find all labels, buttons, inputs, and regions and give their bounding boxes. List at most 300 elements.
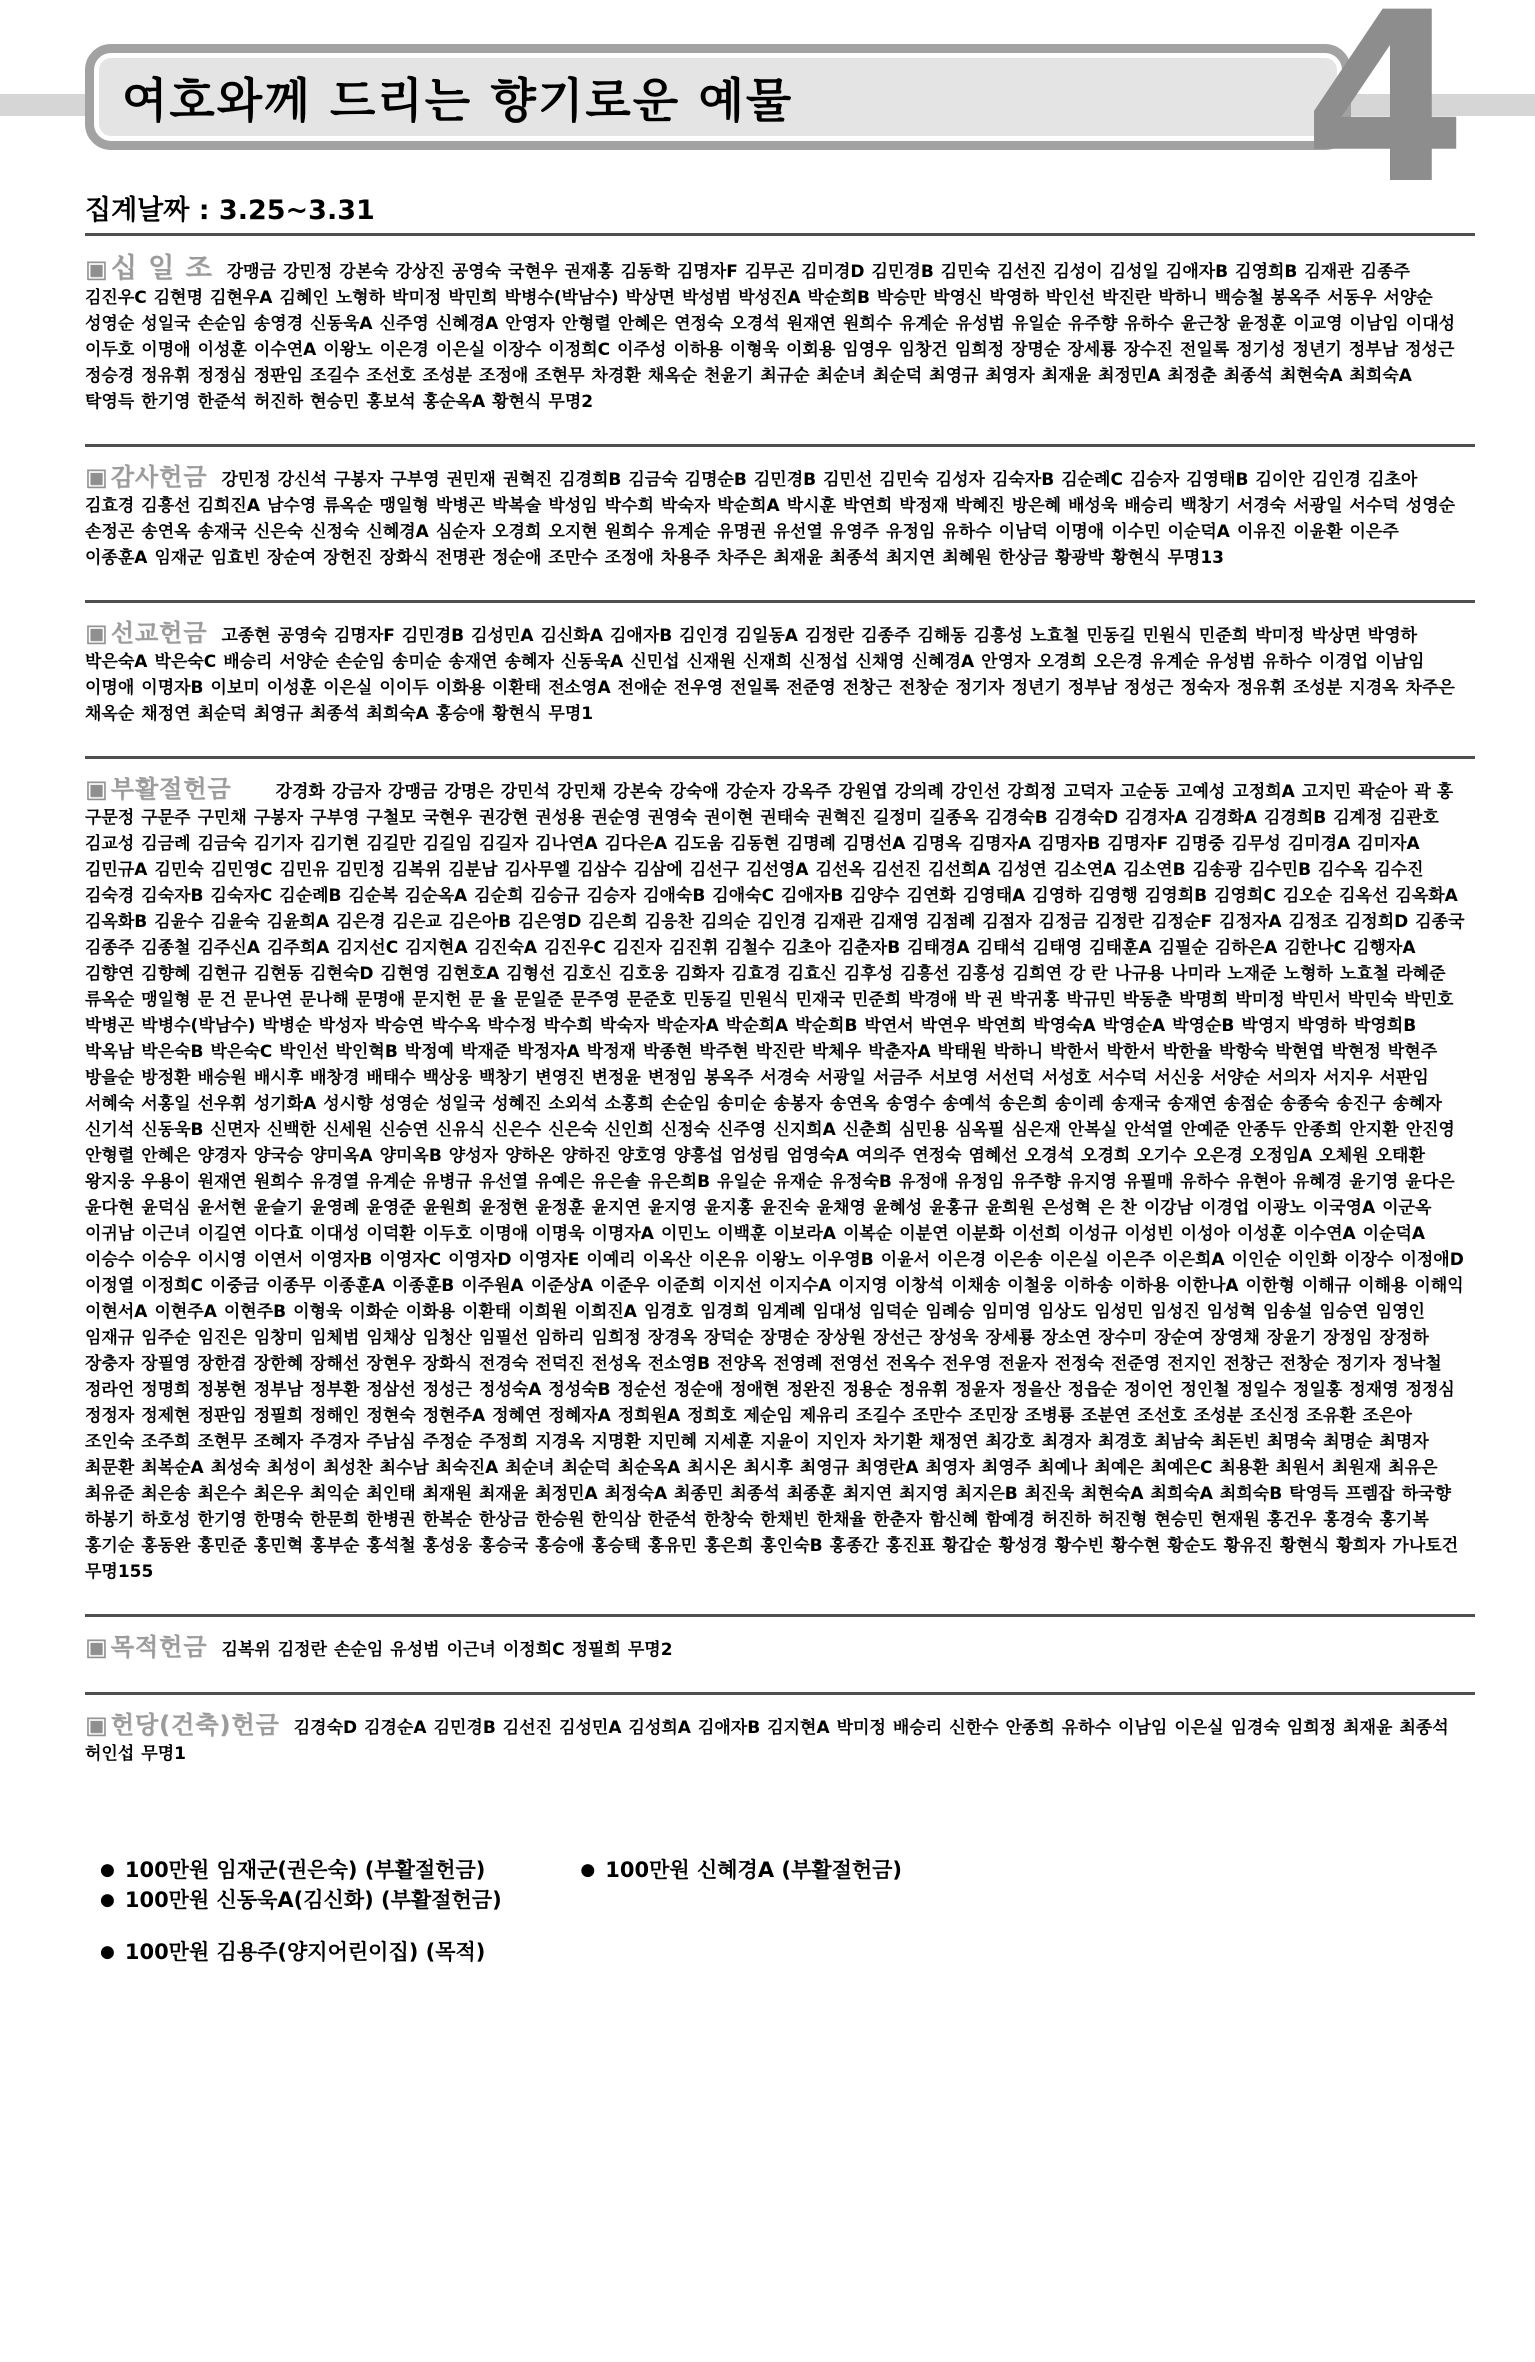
donor-name: 유경열	[310, 1172, 360, 1192]
donor-name: 박정예	[404, 1042, 455, 1062]
donor-name: 윤정현	[478, 1198, 529, 1218]
donor-name: 이광노	[1256, 1198, 1306, 1218]
section-marker-icon: ▣	[85, 255, 109, 283]
donor-name: 정읍순	[1067, 1380, 1118, 1400]
section-mission	[85, 600, 1475, 728]
donor-name: 손순임	[334, 1640, 384, 1660]
donor-name: 김지현A	[767, 1718, 830, 1738]
donor-name: 임덕순	[869, 1302, 919, 1322]
donor-name: 임경희	[700, 1302, 750, 1322]
donor-name: 서금주	[872, 1068, 923, 1088]
donor-name: 김선진	[502, 1718, 553, 1738]
donor-name: 이명자B	[141, 678, 204, 698]
donor-name: 김소연B	[1123, 860, 1186, 880]
donor-name: 임창건	[898, 340, 948, 360]
donor-name: 김경숙D	[1054, 808, 1119, 828]
donor-name: 박순희A	[717, 496, 780, 516]
donor-name: 유계순	[660, 522, 711, 542]
donor-name: 이은주	[1105, 1250, 1156, 1270]
donor-name: 송미순	[392, 652, 442, 672]
donor-name: 허진하	[253, 392, 304, 412]
donor-name: 김명중	[1175, 834, 1225, 854]
donor-name: 서경숙	[760, 1068, 810, 1088]
section-tithe	[85, 233, 1475, 416]
donor-name: 김태경A	[907, 938, 970, 958]
donor-name: 서혜숙	[85, 1094, 135, 1114]
donor-name: 엄성림	[730, 1146, 780, 1166]
donor-name: 이군옥	[1382, 1198, 1432, 1218]
donor-name: 강원엽	[838, 782, 888, 802]
donor-name: 문나해	[299, 990, 349, 1010]
donor-name: 이대성	[310, 1224, 360, 1244]
donor-name: 이명욱	[535, 1224, 585, 1244]
donor-name: 장세룡	[985, 1328, 1035, 1348]
section-names-mission	[85, 626, 1462, 724]
donor-name: 권이현	[704, 808, 754, 828]
donor-name: 장필영	[141, 1354, 191, 1374]
donor-name: 정년기	[1292, 340, 1342, 360]
donor-name: 나미라	[1171, 964, 1221, 984]
donor-name: 신은수	[491, 1120, 542, 1140]
donor-name: 조민장	[968, 1406, 1018, 1426]
donor-name: 이온유	[698, 1250, 749, 1270]
donor-name: 김은영D	[518, 912, 582, 932]
donor-name: 노형하	[1283, 964, 1333, 984]
donor-name: 김흥성	[956, 964, 1006, 984]
donor-name: 김성연	[997, 860, 1047, 880]
section-names-thanksgiving	[85, 470, 1462, 568]
donor-name: 이보라A	[773, 1224, 836, 1244]
donor-name: 정유휘	[141, 366, 191, 386]
donor-name: 임대성	[812, 1302, 863, 1322]
donor-name: 강금자	[331, 782, 382, 802]
donor-name: 박경애	[908, 990, 958, 1010]
donor-name: 정정심	[1405, 1380, 1455, 1400]
footnote-row-2	[100, 1936, 1475, 1966]
donor-name: 전일록	[1179, 340, 1230, 360]
donor-name: 김진우C	[85, 288, 147, 308]
donor-name: 한채빈	[760, 1510, 810, 1530]
donor-name: 차용주	[660, 548, 711, 568]
donor-name: 김태영	[1032, 938, 1083, 958]
donor-name: 홍승애	[435, 704, 486, 724]
donor-name: 유병규	[422, 1172, 472, 1192]
donor-name: 홍성웅	[422, 1536, 472, 1556]
donor-name: 박영하	[1297, 1016, 1347, 1036]
donor-name: 송봉자	[773, 1094, 823, 1114]
donor-name: 임례승	[925, 1302, 975, 1322]
donor-name: 조병룡	[1024, 1406, 1075, 1426]
donor-name: 조만수	[912, 1406, 962, 1426]
donor-name: 유지영	[1067, 1172, 1117, 1192]
donor-name: 장정하	[1379, 1328, 1429, 1348]
donor-name: 김금숙	[628, 470, 678, 490]
donor-name: 윤희원	[985, 1198, 1035, 1218]
donor-name: 홍기복	[1379, 1510, 1429, 1530]
donor-name: 강순자	[725, 782, 776, 802]
donor-name: 김길임	[422, 834, 472, 854]
donor-name: 김승규	[530, 886, 580, 906]
donor-name: 김성민A	[471, 626, 534, 646]
donor-name: 박정재	[586, 1042, 637, 1062]
donor-name: 김현호A	[436, 964, 500, 984]
donor-name: 지민혜	[647, 1432, 698, 1452]
donor-name: 이시영	[197, 1250, 247, 1270]
donor-name: 장세룡	[1067, 340, 1117, 360]
donor-name: 최영규	[929, 366, 979, 386]
donor-name: 안영자	[505, 314, 555, 334]
donor-name: 김주신A	[197, 938, 260, 958]
donor-name: 차기환	[872, 1432, 923, 1452]
donor-name: 송이레	[1054, 1094, 1105, 1114]
donor-name: 최예나	[1038, 1458, 1088, 1478]
donor-name: 김주희A	[267, 938, 330, 958]
donor-name: 강인선	[950, 782, 1001, 802]
donor-name: 이종무	[266, 1276, 316, 1296]
donor-name: 임경호	[643, 1302, 694, 1322]
donor-name: 전우영	[673, 678, 724, 698]
donor-name: 이종훈B	[392, 1276, 455, 1296]
donor-name: 김진우C	[544, 938, 606, 958]
donor-name: 김인경	[757, 912, 807, 932]
donor-name: 최은우	[253, 1484, 304, 1504]
donor-name: 김영희C	[1214, 886, 1276, 906]
donor-name: 국현우	[508, 262, 558, 282]
donor-name: 홍민혁	[253, 1536, 304, 1556]
donor-name: 최영주	[981, 1458, 1032, 1478]
donor-name: 전명관	[435, 548, 486, 568]
donor-name: 이대성	[1405, 314, 1456, 334]
donor-name: 장상원	[816, 1328, 866, 1348]
donor-name: 이희진A	[574, 1302, 637, 1322]
donor-name: 이연서	[253, 1250, 304, 1270]
donor-name: 이남임	[1118, 1718, 1168, 1738]
donor-name: 주남심	[366, 1432, 416, 1452]
donor-name: 조인숙	[85, 1432, 135, 1452]
donor-name: 정필희	[571, 1640, 621, 1660]
section-names-purpose	[221, 1640, 679, 1660]
donor-name: 김후성	[843, 964, 894, 984]
donor-name: 조분연	[1081, 1406, 1131, 1426]
donor-name: 고순동	[1119, 782, 1170, 802]
donor-name: 윤진숙	[760, 1198, 810, 1218]
section-label: 십 일 조	[110, 253, 213, 284]
donor-name: 이해규	[1301, 1276, 1352, 1296]
donor-name: 윤영례	[310, 1198, 360, 1218]
donor-name: 김은교	[392, 912, 442, 932]
donor-name: 김철수	[725, 938, 775, 958]
donor-name: 정혜연	[492, 1406, 542, 1426]
donor-name: 황현식	[492, 704, 542, 724]
donor-name: 서판임	[1379, 1068, 1429, 1088]
donor-name: 권성용	[535, 808, 585, 828]
donor-name: 이화순	[349, 1302, 399, 1322]
donor-name: 김경숙D	[293, 1718, 358, 1738]
donor-name: 윤영준	[366, 1198, 416, 1218]
donor-name: 박영순B	[1172, 1016, 1235, 1036]
donor-name: 서양순	[279, 652, 329, 672]
donor-name: 윤정훈	[1236, 314, 1287, 334]
donor-name: 배승리	[223, 652, 273, 672]
donor-name: 김명자A	[968, 834, 1032, 854]
donor-name: 한기영	[197, 1510, 247, 1530]
donor-name: 정희호	[687, 1406, 737, 1426]
donor-name: 최정민A	[535, 1484, 598, 1504]
donor-name: 이수연A	[253, 340, 317, 360]
donor-name: 방은혜	[1011, 496, 1062, 516]
donor-name: 조선호	[1137, 1406, 1187, 1426]
bullet-icon: ●	[580, 1860, 596, 1880]
footnote-item	[100, 1936, 485, 1966]
donor-name: 김하은A	[1214, 938, 1278, 958]
donor-name: 배창경	[310, 1068, 360, 1088]
donor-name: 김정금	[1038, 912, 1088, 932]
donor-name: 유하수	[1180, 1172, 1230, 1192]
donor-name: 오경희	[492, 522, 542, 542]
donor-name: 김흥선	[141, 496, 191, 516]
donor-name: 홍경숙	[1323, 1510, 1373, 1530]
donor-name: 안영자	[981, 652, 1031, 672]
donor-name: 유은솔	[591, 1172, 641, 1192]
donor-name: 김영행	[1088, 886, 1138, 906]
donor-name: 성기화A	[253, 1094, 317, 1114]
donor-name: 홍동완	[141, 1536, 191, 1556]
donor-name: 김정란	[804, 626, 855, 646]
donor-name: 임희정	[1286, 1718, 1337, 1738]
donor-name: 구문주	[141, 808, 191, 828]
donor-name: 배승리	[1124, 496, 1174, 516]
donor-name: 원희수	[253, 1172, 304, 1192]
donor-name: 김복위	[221, 1640, 271, 1660]
donor-name: 강 란	[1069, 964, 1108, 984]
donor-name: 조성분	[1193, 1406, 1244, 1426]
donor-name: 문 율	[468, 990, 508, 1010]
donor-name: 박정재	[899, 496, 949, 516]
donor-name: 홍건우	[1266, 1510, 1317, 1530]
donor-name: 안지환	[1349, 1120, 1399, 1140]
donor-name: 김윤희A	[266, 912, 330, 932]
donor-name: 장한혜	[253, 1354, 304, 1374]
donor-name: 김정희D	[1344, 912, 1409, 932]
donor-name: 배태수	[366, 1068, 416, 1088]
donor-name: 김민경B	[871, 262, 934, 282]
donor-name: 정숙자	[1180, 678, 1230, 698]
donor-name: 정부남	[253, 1380, 304, 1400]
donor-name: 유필매	[1123, 1172, 1174, 1192]
donor-name: 박순희B	[795, 1016, 858, 1036]
donor-name: 유정숙B	[829, 1172, 892, 1192]
donor-name: 최종석	[829, 548, 880, 568]
donor-name: 장선근	[872, 1328, 923, 1348]
donor-name: 전우영	[942, 1354, 992, 1374]
donor-name: 조길수	[310, 366, 360, 386]
donor-name: 박은숙B	[141, 1042, 204, 1062]
donor-name: 이성훈	[197, 340, 247, 360]
donor-name: 박연서	[864, 1016, 914, 1036]
donor-name: 한채율	[816, 1510, 866, 1530]
donor-name: 이정희C	[141, 1276, 204, 1296]
donor-name: 최명숙	[1266, 1432, 1317, 1452]
donor-name: 박명희	[1179, 990, 1229, 1010]
donor-name: 조신정	[1250, 1406, 1300, 1426]
donor-name: 양경자	[197, 1146, 247, 1166]
donor-name: 이현서A	[85, 1302, 148, 1322]
donor-name: 임미영	[981, 1302, 1031, 1322]
donor-name: 지경옥	[1349, 678, 1399, 698]
donor-name: 무명2	[548, 392, 594, 412]
bullet-icon: ●	[100, 1860, 115, 1880]
donor-name: 이희원	[518, 1302, 568, 1322]
donor-name: 조유환	[1306, 1406, 1356, 1426]
donor-name: 임재군	[154, 548, 204, 568]
donor-name: 노효철	[1030, 626, 1080, 646]
donor-name: 이준우	[600, 1276, 650, 1296]
donor-name: 이보미	[210, 678, 260, 698]
donor-name: 정애현	[730, 1380, 780, 1400]
donor-name: 박순자A	[656, 1016, 719, 1036]
donor-name: 최시후	[743, 1458, 793, 1478]
donor-name: 박영신	[933, 288, 983, 308]
donor-name: 이은실	[323, 678, 373, 698]
donor-name: 장경옥	[647, 1328, 698, 1348]
donor-name: 이한나A	[1176, 1276, 1239, 1296]
donor-name: 현재원	[1210, 1510, 1260, 1530]
donor-name: 윤채영	[816, 1198, 866, 1218]
donor-name: 신동욱B	[141, 1120, 204, 1140]
donor-name: 김행자A	[1353, 938, 1416, 958]
donor-name: 유영주	[829, 522, 880, 542]
donor-name: 김영희B	[1235, 262, 1298, 282]
donor-name: 유현아	[1236, 1172, 1286, 1192]
donor-name: 문명애	[355, 990, 406, 1010]
donor-name: 차경환	[591, 366, 641, 386]
donor-name: 박수희	[604, 496, 654, 516]
donor-name: 이정애D	[1400, 1250, 1464, 1270]
donor-name: 하호성	[141, 1510, 191, 1530]
donor-name: 구봉자	[334, 470, 384, 490]
donor-name: 박민호	[1404, 990, 1454, 1010]
donor-name: 국현우	[422, 808, 472, 828]
donor-name: 신혜경A	[911, 652, 975, 672]
donor-name: 박성진A	[738, 288, 801, 308]
donor-name: 최종훈	[786, 1484, 836, 1504]
section-heading-mission	[85, 619, 207, 647]
donor-name: 박병순	[262, 1016, 312, 1036]
donor-name: 신채영	[855, 652, 905, 672]
donor-name: 장현우	[366, 1354, 416, 1374]
donor-name: 정혜자A	[548, 1406, 611, 1426]
donor-name: 박한서	[1050, 1042, 1100, 1062]
donor-name: 염혜선	[968, 1146, 1018, 1166]
donor-name: 강숙애	[669, 782, 719, 802]
donor-name: 최희숙B	[1219, 1484, 1283, 1504]
donor-name: 최은수	[197, 1484, 247, 1504]
donor-name: 김순례C	[1061, 470, 1123, 490]
donor-name: 봉옥주	[704, 1068, 754, 1088]
donor-name: 연정숙	[912, 1146, 962, 1166]
donor-name: 김명자F	[676, 262, 738, 282]
donor-name: 이은주	[1349, 522, 1399, 542]
donor-name: 김기자	[253, 834, 304, 854]
donor-name: 이덕환	[366, 1224, 416, 1244]
donor-name: 김민규A	[85, 860, 148, 880]
donor-name: 김길자	[478, 834, 529, 854]
sections-container	[0, 233, 1535, 1768]
donor-name: 신인희	[604, 1120, 654, 1140]
donor-name: 임상도	[1037, 1302, 1088, 1322]
donor-name: 윤홍규	[929, 1198, 979, 1218]
donor-name: 장명순	[760, 1328, 810, 1348]
donor-name: 이지영	[838, 1276, 888, 1296]
donor-name: 김동학	[620, 262, 670, 282]
donor-name: 장순여	[1154, 1328, 1204, 1348]
donor-name: 방을순	[85, 1068, 135, 1088]
donor-name: 최영자	[985, 366, 1035, 386]
donor-name: 김경숙B	[985, 808, 1048, 828]
donor-name: 이명자A	[591, 1224, 654, 1244]
donor-name: 김관호	[1389, 808, 1439, 828]
donor-name: 전덕진	[535, 1354, 585, 1374]
donor-name: 김다은A	[604, 834, 668, 854]
donor-name: 최희숙A	[1150, 1484, 1213, 1504]
donor-name: 김현동	[253, 964, 304, 984]
donor-name: 이근녀	[141, 1224, 191, 1244]
donor-name: 이영자D	[448, 1250, 512, 1270]
donor-name: 노형하	[335, 288, 386, 308]
donor-name: 조은아	[1362, 1406, 1412, 1426]
donor-name: 임효빈	[210, 548, 260, 568]
donor-name: 정윤자	[955, 1380, 1005, 1400]
donor-name: 이정희C	[548, 340, 611, 360]
donor-name: 한준석	[647, 1510, 698, 1530]
donor-name: 강본숙	[613, 782, 663, 802]
donor-name: 안종희	[1005, 1718, 1055, 1738]
donor-name: 한기영	[141, 392, 191, 412]
donor-name: 무명13	[1167, 548, 1225, 568]
donor-name: 황희자	[1336, 1536, 1386, 1556]
donor-name: 송재국	[1111, 1094, 1161, 1114]
donor-name: 원재연	[786, 314, 836, 334]
section-label: 선교헌금	[110, 619, 208, 647]
donor-name: 전창근	[1223, 1354, 1273, 1374]
donor-name: 윤슬기	[253, 1198, 304, 1218]
donor-name: 채정연	[929, 1432, 979, 1452]
donor-name: 김명선A	[842, 834, 906, 854]
donor-name: 권민재	[446, 470, 496, 490]
donor-name: 김진자	[612, 938, 663, 958]
donor-name: 박동춘	[1122, 990, 1173, 1010]
donor-name: 이복순	[842, 1224, 893, 1244]
donor-name: 김은경	[336, 912, 386, 932]
donor-name: 한문희	[310, 1510, 360, 1530]
donor-name: 박태원	[937, 1042, 987, 1062]
donor-name: 김효신	[787, 964, 837, 984]
donor-name: 김선진	[871, 860, 922, 880]
donor-name: 이분연	[899, 1224, 949, 1244]
donor-name: 박민서	[1291, 990, 1341, 1010]
donor-name: 이왕노	[755, 1250, 805, 1270]
donor-name: 조선호	[366, 366, 416, 386]
donor-name: 전창근	[842, 678, 893, 698]
donor-name: 전경숙	[478, 1354, 529, 1374]
donor-name: 유선열	[478, 1172, 529, 1192]
donor-name: 최예은C	[1150, 1458, 1213, 1478]
donor-name: 신동욱A	[310, 314, 373, 334]
donor-name: 박인혁B	[335, 1042, 398, 1062]
donor-name: 맹일형	[141, 990, 191, 1010]
donor-name: 김금례	[141, 834, 191, 854]
donor-name: 윤기영	[1349, 1172, 1399, 1192]
